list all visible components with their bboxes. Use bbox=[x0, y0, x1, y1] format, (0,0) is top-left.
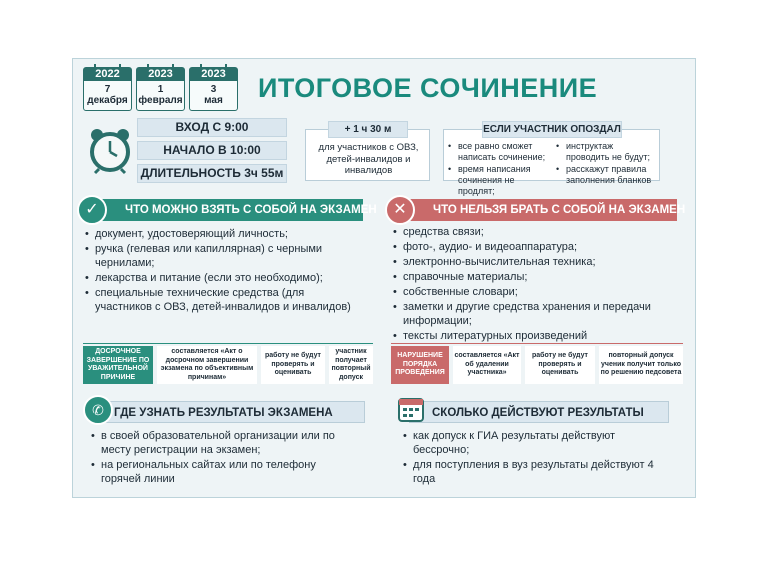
calendar-date-1 bbox=[83, 67, 132, 111]
alarm-clock-icon bbox=[85, 125, 135, 175]
early-cell-1: составляется «Акт о досрочном завершении экзамена по объективным причинам» bbox=[157, 346, 257, 384]
entry-time: ВХОД С 9:00 bbox=[137, 118, 287, 137]
early-cell-3: участник получает повторный допуск bbox=[329, 346, 373, 384]
list-item: • в своей образовательной организации или по месту регистрации на экзамен; bbox=[91, 429, 357, 457]
list-item: • средства связи; bbox=[393, 225, 685, 239]
list-item: • все равно сможет написать сочинение; bbox=[448, 141, 553, 163]
early-completion-label: ДОСРОЧНОЕ ЗАВЕРШЕНИЕ ПО УВАЖИТЕЛЬНОЙ ПРИЧИНЕ bbox=[83, 346, 153, 384]
phone-icon: ✆ bbox=[83, 395, 113, 425]
list-item: • как допуск к ГИА результаты действуют бессрочно; bbox=[403, 429, 673, 457]
list-item: • документ, удостоверяющий личность; bbox=[85, 227, 361, 241]
validity-list bbox=[403, 429, 673, 487]
list-item: • инструктаж проводить не будут; bbox=[556, 141, 658, 163]
start-time: НАЧАЛО В 10:00 bbox=[137, 141, 287, 160]
late-arrival-box bbox=[443, 124, 660, 196]
calendar-day: 3 bbox=[210, 84, 217, 95]
validity-header bbox=[409, 401, 669, 423]
list-item: • для поступления в вуз результаты действуют 4 года bbox=[403, 458, 673, 486]
list-item: • время написания сочинения не продлят; bbox=[448, 164, 553, 197]
calendar-icon bbox=[397, 395, 425, 423]
late-arrival-title: ЕСЛИ УЧАСТНИК ОПОЗДАЛ bbox=[482, 121, 622, 138]
forbidden-header bbox=[399, 199, 686, 221]
duration: ДЛИТЕЛЬНОСТЬ 3ч 55м bbox=[137, 164, 287, 183]
calendar-day: 1 bbox=[157, 84, 164, 95]
allowed-header bbox=[91, 199, 377, 221]
calendar-date-3 bbox=[189, 67, 238, 111]
extra-time-box bbox=[305, 124, 430, 181]
extra-time-label: + 1 ч 30 м bbox=[328, 121, 408, 138]
list-item: • заметки и другие средства хранения и передачи информации; bbox=[393, 300, 685, 328]
calendar-day: 7 bbox=[104, 84, 111, 95]
calendar-year: 2023 bbox=[190, 68, 237, 81]
calendar-month: февраля bbox=[138, 95, 183, 106]
early-cell-2: работу не будут проверять и оценивать bbox=[261, 346, 325, 384]
violation-label: НАРУШЕНИЕ ПОРЯДКА ПРОВЕДЕНИЯ bbox=[391, 346, 449, 384]
list-item: • электронно-вычислительная техника; bbox=[393, 255, 685, 269]
extra-time-text: для участников с ОВЗ, детей-инвалидов и инвалидов bbox=[318, 142, 419, 176]
results-title: ГДЕ УЗНАТЬ РЕЗУЛЬТАТЫ ЭКЗАМЕНА bbox=[114, 407, 333, 419]
list-item: • справочные материалы; bbox=[393, 270, 685, 284]
page-title: ИТОГОВОЕ СОЧИНЕНИЕ bbox=[258, 73, 598, 103]
validity-title: СКОЛЬКО ДЕЙСТВУЮТ РЕЗУЛЬТАТЫ bbox=[432, 407, 644, 419]
list-item: • на региональных сайтах или по телефону горячей линии bbox=[91, 458, 357, 486]
results-list bbox=[91, 429, 357, 487]
late-right-list bbox=[556, 141, 658, 187]
list-item: • фото-, аудио- и видеоаппаратура; bbox=[393, 240, 685, 254]
list-item: • собственные словари; bbox=[393, 285, 685, 299]
violation-cell-2: работу не будут проверять и оценивать bbox=[525, 346, 595, 384]
calendar-date-2 bbox=[136, 67, 185, 111]
allowed-title: ЧТО МОЖНО ВЗЯТЬ С СОБОЙ НА ЭКЗАМЕН bbox=[125, 204, 377, 216]
calendar-month: мая bbox=[204, 95, 223, 106]
allowed-list bbox=[85, 227, 361, 315]
violation-cell-1: составляется «Акт об удалении участника» bbox=[453, 346, 521, 384]
cross-icon: ✕ bbox=[385, 195, 415, 225]
late-left-list bbox=[448, 141, 553, 198]
list-item: • лекарства и питание (если это необходимо); bbox=[85, 271, 361, 285]
calendar-year: 2023 bbox=[137, 68, 184, 81]
calendar-year: 2022 bbox=[84, 68, 131, 81]
list-item: • расскажут правила заполнения бланков bbox=[556, 164, 658, 186]
early-arrow-line bbox=[83, 343, 373, 344]
list-item: • ручка (гелевая или капиллярная) с черными чернилами; bbox=[85, 242, 361, 270]
calendar-month: декабря bbox=[87, 95, 128, 106]
forbidden-list bbox=[393, 225, 685, 344]
checkmark-icon: ✓ bbox=[77, 195, 107, 225]
violation-cell-3: повторный допуск ученик получит только по решению педсовета bbox=[599, 346, 683, 384]
list-item: • тексты литературных произведений bbox=[393, 329, 685, 343]
list-item: • специальные технические средства (для участников с ОВЗ, детей-инвалидов и инвалидов) bbox=[85, 286, 361, 314]
results-header bbox=[95, 401, 365, 423]
violation-arrow-line bbox=[391, 343, 683, 344]
forbidden-title: ЧТО НЕЛЬЗЯ БРАТЬ С СОБОЙ НА ЭКЗАМЕН bbox=[433, 204, 686, 216]
infographic-frame bbox=[72, 58, 696, 498]
